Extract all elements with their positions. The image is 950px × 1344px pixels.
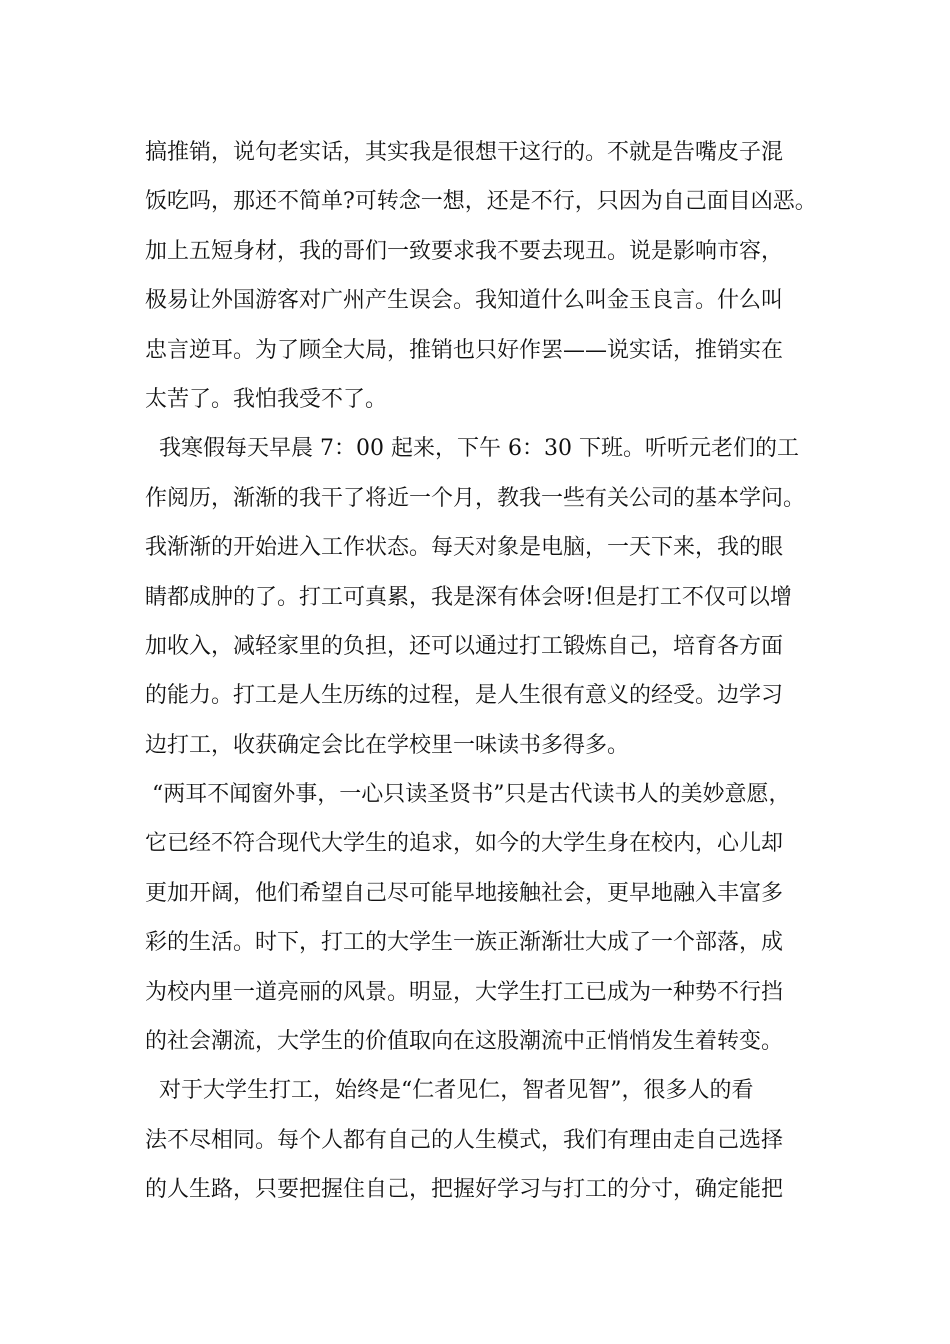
text-line: 加收入，减轻家里的负担，还可以通过打工锻炼自己，培育各方面 bbox=[145, 633, 784, 659]
text-line: 饭吃吗，那还不简单?可转念一想，还是不行，只因为自己面目凶恶。 bbox=[145, 189, 817, 215]
text-line: 加上五短身材，我的哥们一致要求我不要去现丑。说是影响市容， bbox=[145, 238, 784, 264]
text-line: 睛都成肿的了。打工可真累，我是深有体会呀!但是打工不仅可以增 bbox=[145, 584, 792, 610]
text-line: 为校内里一道亮丽的风景。明显，大学生打工已成为一种势不行挡 bbox=[145, 979, 784, 1005]
text-line: 法不尽相同。每个人都有自己的人生模式，我们有理由走自己选择 bbox=[145, 1127, 784, 1153]
text-line: 搞推销，说句老实话，其实我是很想干这行的。不就是告嘴皮子混 bbox=[145, 140, 784, 165]
text-line: “两耳不闻窗外事，一心只读圣贤书”只是古代读书人的美妙意愿， bbox=[145, 782, 791, 808]
text-line: 彩的生活。时下，打工的大学生一族正渐渐壮大成了一个部落，成 bbox=[145, 930, 784, 956]
text-line: 边打工，收获确定会比在学校里一味读书多得多。 bbox=[145, 732, 630, 758]
text-line: 我寒假每天早晨 7：00 起来，下午 6：30 下班。听听元老们的工 bbox=[145, 436, 799, 462]
text-line: 对于大学生打工，始终是“仁者见仁，智者见智”，很多人的看 bbox=[145, 1078, 754, 1104]
text-line: 的社会潮流，大学生的价值取向在这股潮流中正悄悄发生着转变。 bbox=[145, 1029, 784, 1055]
text-line: 的人生路，只要把握住自己，把握好学习与打工的分寸，确定能把 bbox=[145, 1177, 784, 1203]
text-line: 的能力。打工是人生历练的过程，是人生很有意义的经受。边学习 bbox=[145, 683, 784, 709]
text-line: 作阅历，渐渐的我干了将近一个月，教我一些有关公司的基本学问。 bbox=[145, 485, 806, 511]
text-line: 我渐渐的开始进入工作状态。每天对象是电脑，一天下来，我的眼 bbox=[145, 535, 784, 561]
text-line: 更加开阔，他们希望自己尽可能早地接触社会，更早地融入丰富多 bbox=[145, 880, 784, 906]
text-line: 忠言逆耳。为了顾全大局，推销也只好作罢——说实话，推销实在 bbox=[145, 337, 784, 363]
text-line: 太苦了。我怕我受不了。 bbox=[145, 386, 388, 412]
text-line: 它已经不符合现代大学生的追求，如今的大学生身在校内，心儿却 bbox=[145, 831, 784, 857]
text-line: 极易让外国游客对广州产生误会。我知道什么叫金玉良言。什么叫 bbox=[145, 288, 784, 314]
body-text bbox=[145, 128, 835, 1215]
